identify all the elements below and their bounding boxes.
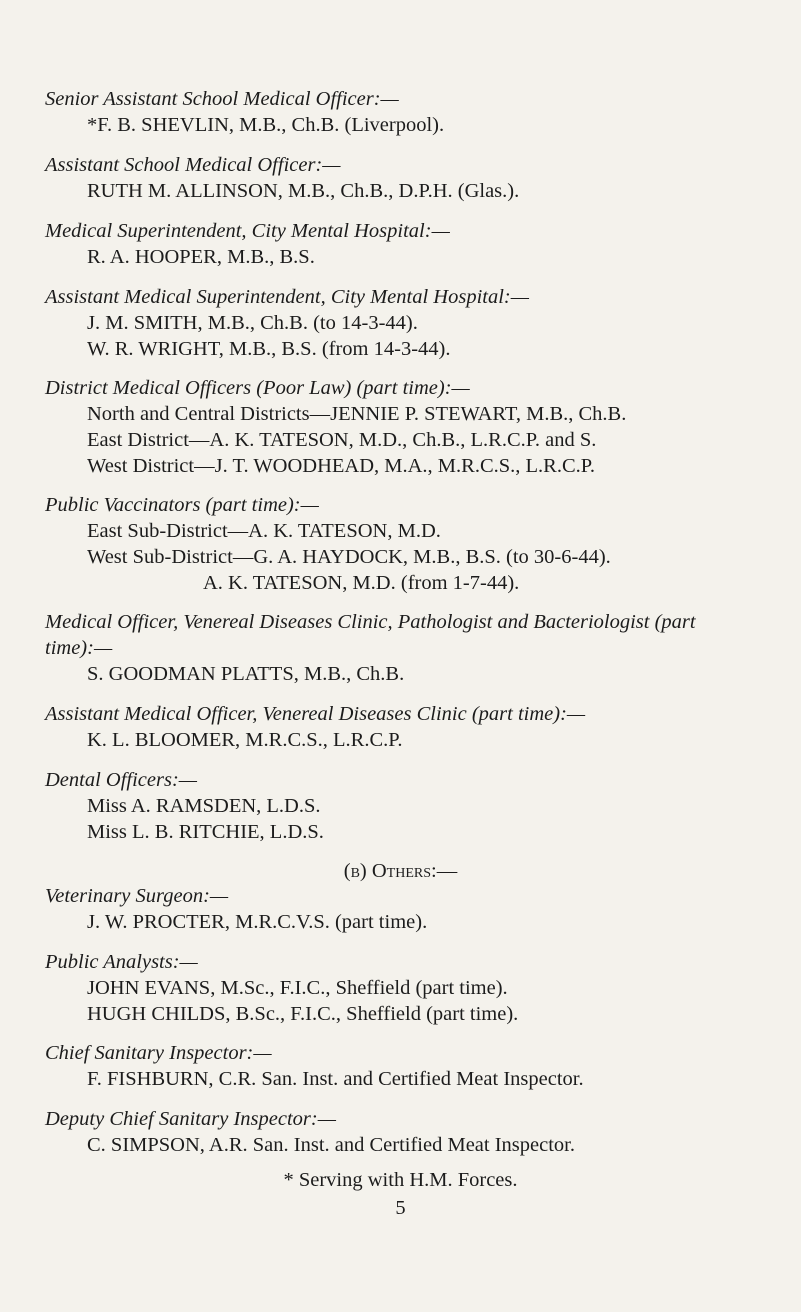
section-heading: Deputy Chief Sanitary Inspector:— (45, 1108, 336, 1130)
footnote: * Serving with H.M. Forces. (283, 1169, 518, 1191)
section-chief-sanitary-inspector (45, 1040, 785, 1092)
entry-line: A. K. TATESON, M.D. (from 1-7-44). (203, 572, 520, 594)
entry-line: *F. B. SHEVLIN, M.B., Ch.B. (Liverpool). (87, 114, 445, 136)
page-number: 5 (395, 1197, 406, 1219)
section-heading-continued: time):— (45, 637, 113, 659)
section-heading: Medical Superintendent, City Mental Hospital:— (45, 220, 450, 242)
entry-line: R. A. HOOPER, M.B., B.S. (87, 246, 315, 268)
section-heading: Senior Assistant School Medical Officer:— (45, 88, 399, 110)
section-public-analysts (45, 949, 785, 1027)
section-district-medical-officers (45, 375, 785, 479)
entry-line: J. W. PROCTER, M.R.C.V.S. (part time). (87, 911, 428, 933)
entry-line: East District—A. K. TATESON, M.D., Ch.B., L.R.C.P. and S. (87, 429, 597, 451)
entry-line: K. L. BLOOMER, M.R.C.S., L.R.C.P. (87, 729, 403, 751)
entry-line: F. FISHBURN, C.R. San. Inst. and Certified Meat Inspector. (87, 1068, 584, 1090)
entry-line: North and Central Districts—JENNIE P. STEWART, M.B., Ch.B. (87, 403, 627, 425)
section-heading: Public Vaccinators (part time):— (45, 494, 319, 516)
entry-line: HUGH CHILDS, B.Sc., F.I.C., Sheffield (part time). (87, 1003, 519, 1025)
entry-line: S. GOODMAN PLATTS, M.B., Ch.B. (87, 663, 405, 685)
section-heading: Assistant Medical Officer, Venereal Diseases Clinic (part time):— (45, 703, 586, 725)
entry-line: Miss L. B. RITCHIE, L.D.S. (87, 821, 324, 843)
entry-line: East Sub-District—A. K. TATESON, M.D. (87, 520, 441, 542)
entry-line: West District—J. T. WOODHEAD, M.A., M.R.C.S., L.R.C.P. (87, 455, 596, 477)
entry-line: West Sub-District—G. A. HAYDOCK, M.B., B.S. (to 30-6-44). (87, 546, 611, 568)
section-senior-assistant-smo (45, 86, 785, 138)
entry-line: C. SIMPSON, A.R. San. Inst. and Certified Meat Inspector. (87, 1134, 575, 1156)
entry-line: J. M. SMITH, M.B., Ch.B. (to 14-3-44). (87, 312, 418, 334)
section-heading: Assistant Medical Superintendent, City Mental Hospital:— (45, 286, 529, 308)
section-medical-superintendent (45, 218, 785, 270)
section-heading: Public Analysts:— (45, 951, 198, 973)
section-dental-officers (45, 767, 785, 845)
section-heading: Dental Officers:— (45, 769, 198, 791)
section-heading: Veterinary Surgeon:— (45, 885, 229, 907)
section-vd-clinic-assistant (45, 701, 785, 753)
section-assistant-medical-superintendent (45, 284, 785, 362)
section-public-vaccinators (45, 492, 785, 596)
section-vd-clinic-officer (45, 609, 785, 687)
entry-line: W. R. WRIGHT, M.B., B.S. (from 14-3-44). (87, 338, 451, 360)
section-assistant-smo (45, 152, 785, 204)
section-veterinary-surgeon (45, 883, 785, 935)
section-heading: Medical Officer, Venereal Diseases Clinic, Pathologist and Bacteriologist (part (45, 611, 696, 633)
others-heading: (b) Others:— (343, 860, 458, 882)
entry-line: Miss A. RAMSDEN, L.D.S. (87, 795, 321, 817)
section-heading: District Medical Officers (Poor Law) (part time):— (45, 377, 470, 399)
section-deputy-chief-sanitary-inspector (45, 1106, 785, 1158)
section-heading: Chief Sanitary Inspector:— (45, 1042, 272, 1064)
section-heading: Assistant School Medical Officer:— (45, 154, 341, 176)
entry-line: RUTH M. ALLINSON, M.B., Ch.B., D.P.H. (Glas.). (87, 180, 520, 202)
entry-line: JOHN EVANS, M.Sc., F.I.C., Sheffield (part time). (87, 977, 508, 999)
